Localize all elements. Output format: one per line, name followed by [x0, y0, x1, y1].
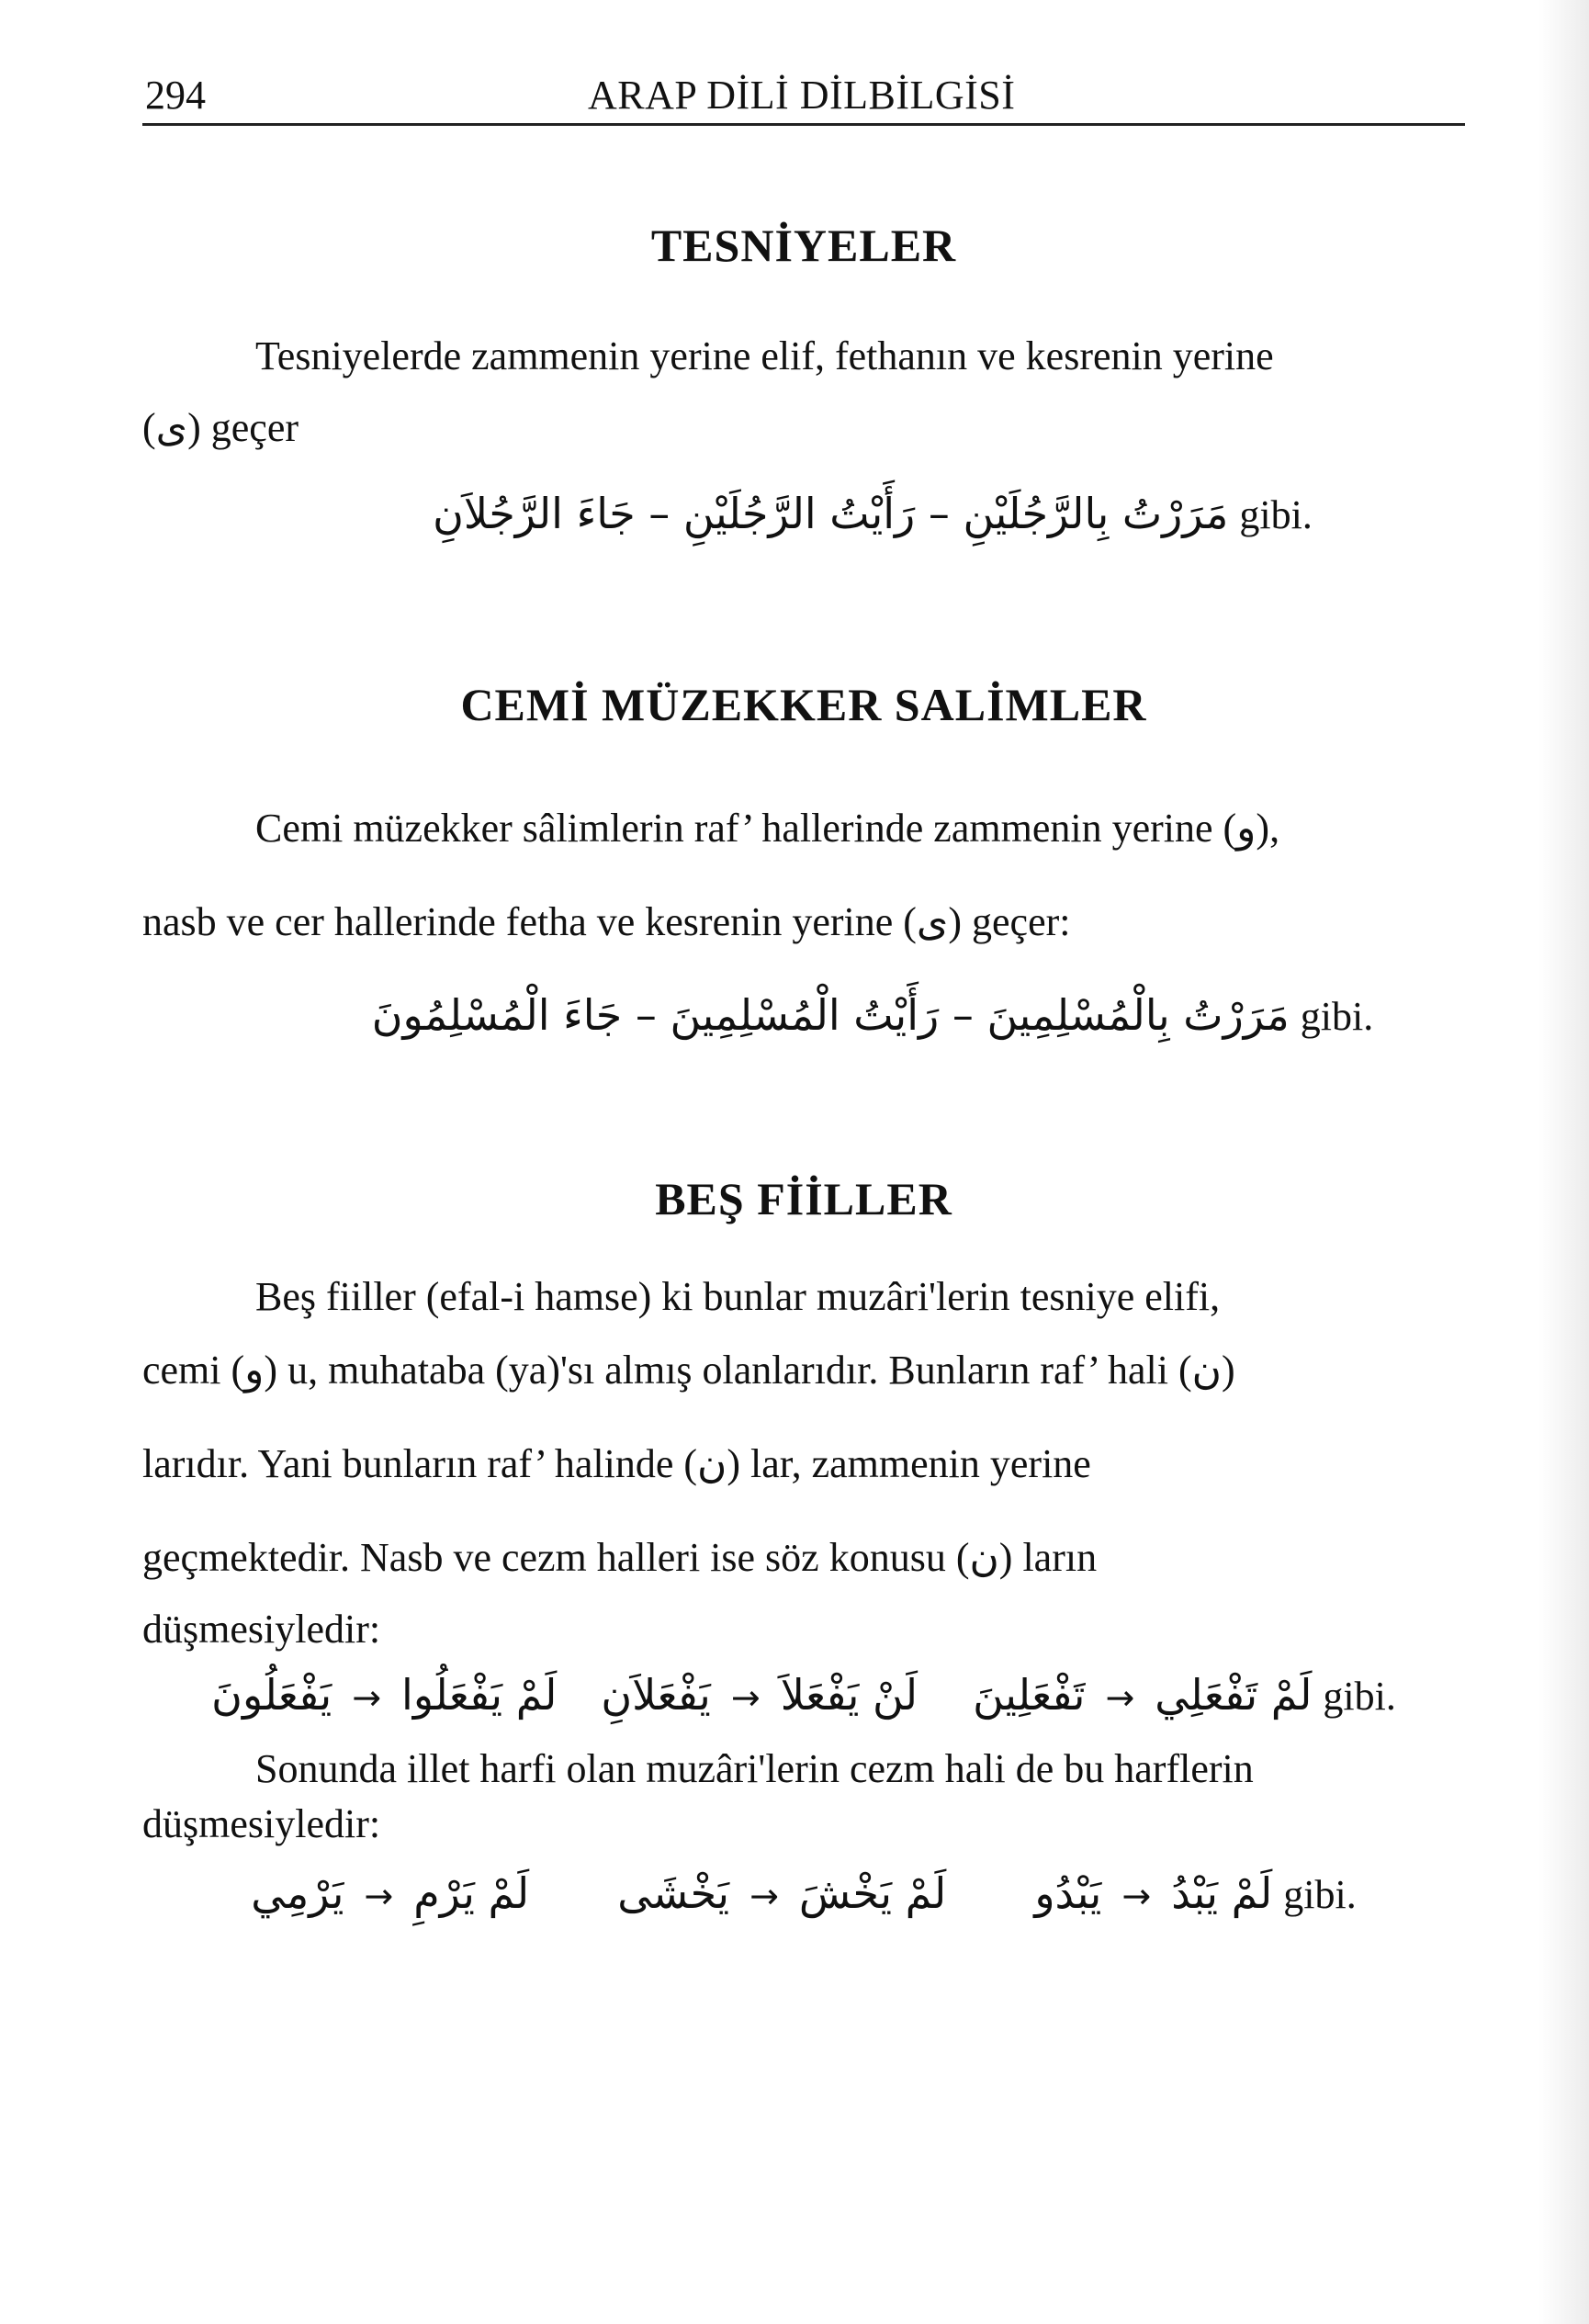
- cemi-para-line2: nasb ve cer hallerinde fetha ve kesrenin yerine (ى) geçer:: [142, 899, 1071, 944]
- arrow-icon: →: [1105, 1677, 1135, 1718]
- cemi-example: [142, 990, 1465, 1041]
- running-title: ARAP DİLİ DİLBİLGİSİ: [588, 73, 1016, 118]
- arrow-icon: →: [364, 1876, 394, 1916]
- heading-tesniyeler: TESNİYELER: [650, 220, 957, 271]
- ex2-a1: لَمْ يَبْدُ: [1171, 1868, 1273, 1918]
- heading-bes-fiiller: BEŞ FİİLLER: [655, 1173, 952, 1224]
- gibi-label: gibi.: [1323, 1674, 1396, 1719]
- cemi-para-line1: Cemi müzekker sâlimlerin raf’ hallerinde zammenin yerine (و),: [255, 806, 1280, 851]
- ex2-b3: يَرْمِي: [251, 1868, 344, 1918]
- ex2-b1: يَبْدُو: [1034, 1868, 1102, 1918]
- ex1-a1: لَمْ تَفْعَلِي: [1155, 1670, 1313, 1720]
- bes-para-line7: düşmesiyledir:: [142, 1801, 381, 1846]
- ex1-b2: يَفْعَلاَنِ: [601, 1670, 711, 1720]
- arrow-icon: →: [1121, 1876, 1152, 1916]
- bes-example-2: [142, 1868, 1465, 1919]
- bes-para-line6: Sonunda illet harfi olan muzâri'lerin cezm hali de bu harflerin: [255, 1746, 1254, 1791]
- ex2-a3: لَمْ يَرْمِ: [413, 1868, 530, 1918]
- bes-example-1: [142, 1670, 1465, 1720]
- arrow-icon: →: [749, 1876, 779, 1916]
- gibi-label: gibi.: [1283, 1872, 1357, 1917]
- tesniyeler-para-line1: Tesniyelerde zammenin yerine elif, fethanın ve kesrenin yerine: [255, 333, 1274, 378]
- page-number: 294: [145, 73, 206, 118]
- ex1-b3: يَفْعَلُونَ: [211, 1670, 332, 1720]
- tesniyeler-para-line2: (ى) geçer: [142, 405, 299, 450]
- heading-cemi-muzekker: CEMİ MÜZEKKER SALİMLER: [460, 679, 1147, 730]
- gibi-label: gibi.: [1300, 994, 1374, 1039]
- ex2-b2: يَخْشَى: [617, 1868, 730, 1918]
- header-rule: [142, 123, 1465, 126]
- bes-para-line3: larıdır. Yani bunların raf’ halinde (ن) lar, zammenin yerine: [142, 1441, 1091, 1486]
- ex1-a2: لَنْ يَفْعَلاَ: [780, 1670, 918, 1720]
- tesniyeler-example: [142, 489, 1465, 539]
- arrow-icon: →: [730, 1677, 761, 1718]
- bes-para-line1: Beş fiiller (efal-i hamse) ki bunlar muzâri'lerin tesniye elifi,: [255, 1274, 1221, 1319]
- cemi-arabic-example: مَرَرْتُ بِالْمُسْلِمِينَ – رَأَيْتُ الْمُسْلِمِينَ – جَاءَ الْمُسْلِمُونَ: [371, 990, 1290, 1040]
- ex1-b1: تَفْعَلِينَ: [973, 1670, 1086, 1720]
- ex1-a3: لَمْ يَفْعَلُوا: [401, 1670, 558, 1720]
- tesniyeler-arabic-example: مَرَرْتُ بِالرَّجُلَيْنِ – رَأَيْتُ الرَّجُلَيْنِ – جَاءَ الرَّجُلاَنِ: [433, 489, 1229, 538]
- bes-para-line2: cemi (و) u, muhataba (ya)'sı almış olanlarıdır. Bunların raf’ hali (ن): [142, 1348, 1235, 1393]
- gibi-label: gibi.: [1239, 492, 1313, 537]
- page-edge-shadow: [1538, 0, 1589, 2324]
- bes-para-line5: düşmesiyledir:: [142, 1607, 381, 1652]
- arrow-icon: →: [352, 1677, 382, 1718]
- bes-para-line4: geçmektedir. Nasb ve cezm halleri ise söz konusu (ن) ların: [142, 1535, 1098, 1580]
- ex2-a2: لَمْ يَخْشَ: [798, 1868, 947, 1918]
